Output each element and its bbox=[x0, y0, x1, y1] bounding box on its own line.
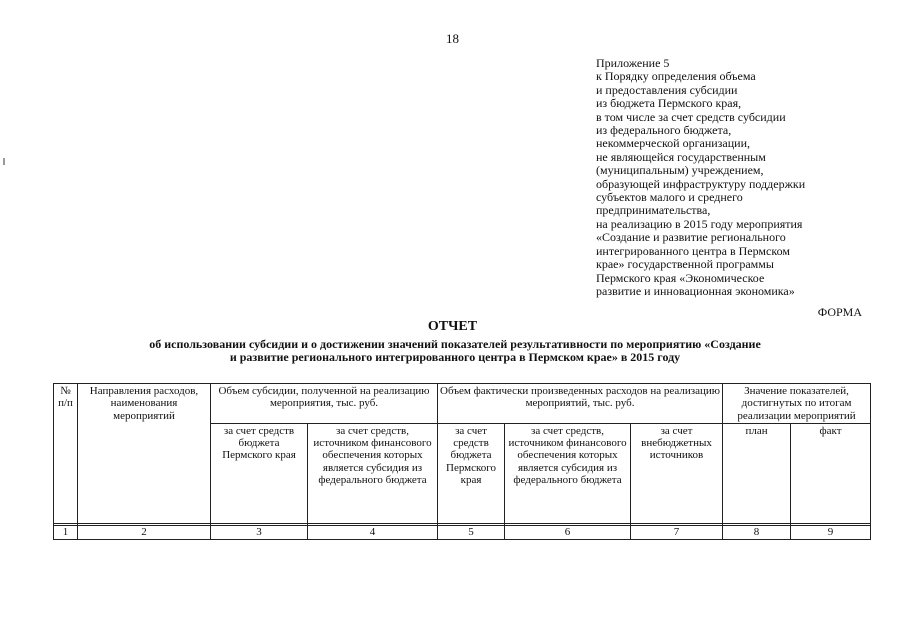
report-title: ОТЧЕТ bbox=[427, 319, 478, 334]
appendix-line: (муниципальным) учреждением, bbox=[596, 163, 764, 178]
column-number: 8 bbox=[723, 525, 791, 539]
margin-mark bbox=[3, 158, 5, 165]
appendix-line: в том числе за счет средств субсидии bbox=[596, 109, 786, 124]
header-num: № п/п bbox=[54, 384, 78, 524]
appendix-line: из федерального бюджета, bbox=[596, 123, 732, 138]
appendix-line: «Создание и развитие регионального bbox=[596, 230, 786, 245]
appendix-line: и предоставления субсидии bbox=[596, 82, 738, 97]
appendix-line: предпринимательства, bbox=[596, 203, 711, 218]
appendix-line: интегрированного центра в Пермском bbox=[596, 243, 790, 258]
page-number: 18 bbox=[446, 31, 459, 46]
appendix-block bbox=[596, 57, 896, 298]
column-number: 9 bbox=[791, 525, 871, 539]
header-act-extrabudget: за счет внебюджетных источников bbox=[631, 423, 723, 523]
report-subtitle bbox=[60, 338, 850, 364]
header-plan: план bbox=[723, 423, 791, 523]
appendix-line: не являющейся государственным bbox=[596, 149, 766, 164]
header-direction: Направления расходов, наименования мероприятий bbox=[78, 384, 211, 524]
column-number: 2 bbox=[78, 525, 211, 539]
header-sub-federal-funds: за счет средств, источником финансового обеспечения которых является субсидия из федерального бюджета bbox=[308, 423, 438, 523]
appendix-line: на реализацию в 2015 году мероприятия bbox=[596, 216, 803, 231]
column-number: 6 bbox=[505, 525, 631, 539]
form-label: ФОРМА bbox=[817, 305, 862, 319]
report-subtitle-line1: об использовании субсидии и о достижении значений показателей результативности по мероприятию «Создание bbox=[149, 337, 761, 351]
header-subsidy-group: Объем субсидии, полученной на реализацию мероприятия, тыс. руб. bbox=[211, 384, 438, 424]
column-number: 5 bbox=[438, 525, 505, 539]
header-act-regional-budget: за счет средств бюджета Пермского края bbox=[438, 423, 505, 523]
appendix-line: к Порядку определения объема bbox=[596, 69, 756, 84]
column-number: 1 bbox=[54, 525, 78, 539]
column-number: 7 bbox=[631, 525, 723, 539]
report-table bbox=[53, 383, 871, 540]
column-number: 4 bbox=[308, 525, 438, 539]
appendix-line: некоммерческой организации, bbox=[596, 136, 751, 151]
header-indicator-group: Значение показателей, достигнутых по итогам реализации мероприятий bbox=[723, 384, 871, 424]
appendix-line: из бюджета Пермского края, bbox=[596, 96, 742, 111]
appendix-line: образующей инфраструктуру поддержки bbox=[596, 176, 806, 191]
appendix-line: Пермского края «Экономическое bbox=[596, 270, 765, 285]
appendix-line: крае» государственной программы bbox=[596, 257, 774, 272]
header-sub-regional-budget: за счет средств бюджета Пермского края bbox=[211, 423, 308, 523]
column-number: 3 bbox=[211, 525, 308, 539]
header-actual-group: Объем фактически произведенных расходов на реализацию мероприятий, тыс. руб. bbox=[438, 384, 723, 424]
appendix-line: субъектов малого и среднего bbox=[596, 190, 743, 205]
header-fact: факт bbox=[791, 423, 871, 523]
appendix-line: Приложение 5 bbox=[596, 56, 670, 70]
header-act-federal-funds: за счет средств, источником финансового обеспечения которых является субсидия из федерального бюджета bbox=[505, 423, 631, 523]
appendix-line: развитие и инновационная экономика» bbox=[596, 283, 795, 298]
report-subtitle-line2: и развитие регионального интегрированного центра в Пермском крае» в 2015 году bbox=[229, 350, 681, 364]
